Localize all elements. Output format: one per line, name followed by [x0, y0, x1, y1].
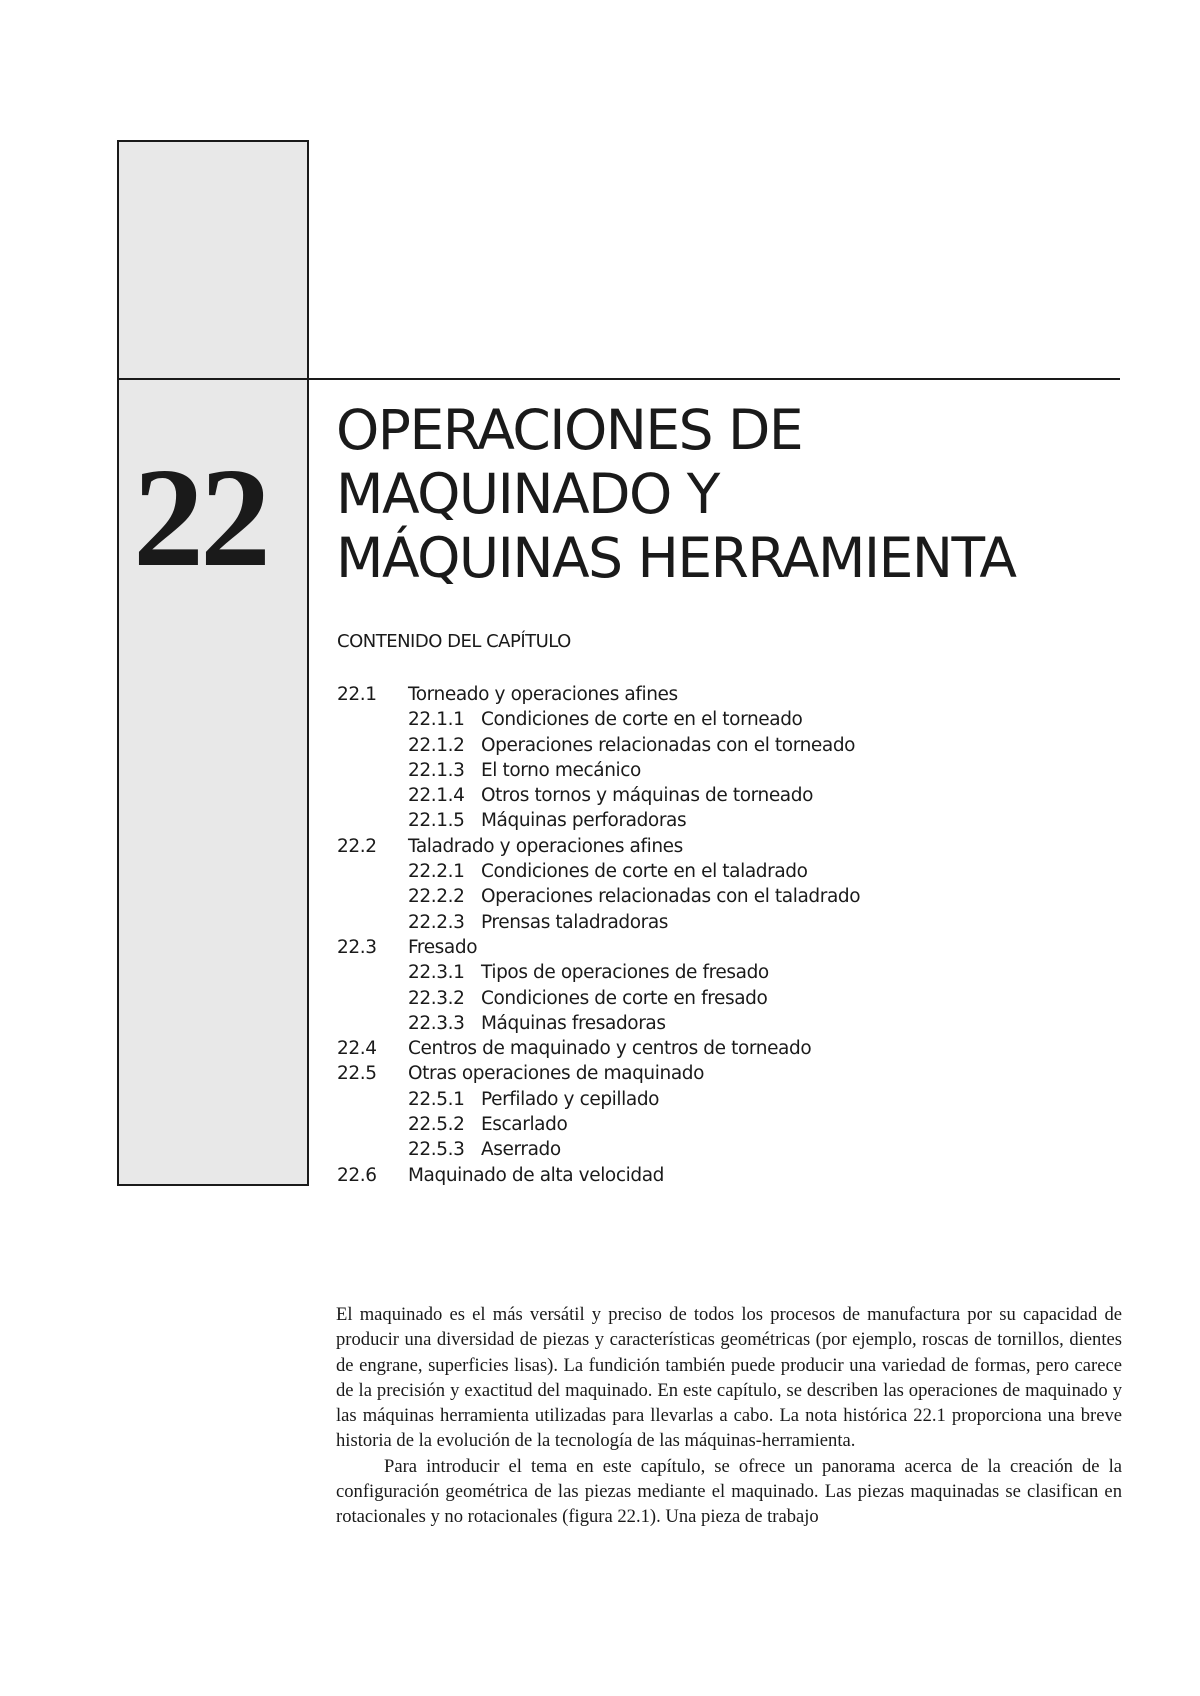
toc-entry-label: Operaciones relacionadas con el torneado — [481, 734, 856, 756]
toc-entry-number: 22.2.2 — [408, 886, 465, 908]
toc-entry-label: Otros tornos y máquinas de torneado — [481, 785, 814, 807]
body-paragraph: Para introducir el tema en este capítulo, se ofrece un panorama acerca de la creación de la configuración geométrica de las piezas mediante el maquinado. Las piezas maquinadas se clasifican en rotacionales y no rotacionales (figura 22.1). Una pieza de trabajo — [336, 1455, 1122, 1528]
toc-entry-number: 22.1.1 — [408, 709, 465, 731]
chapter-title-line: MAQUINADO Y — [336, 462, 719, 526]
toc-entry-number: 22.3.3 — [408, 1012, 465, 1034]
toc-entry-label: Torneado y operaciones afines — [408, 684, 678, 705]
chapter-sidebar-box — [117, 140, 309, 1186]
chapter-title-line: OPERACIONES DE — [336, 398, 803, 462]
toc-entry-number: 22.1.2 — [408, 734, 465, 756]
toc-entry-label: Perfilado y cepillado — [481, 1088, 660, 1110]
body-paragraph: El maquinado es el más versátil y preciso de todos los procesos de manufactura por su capacidad de producir una diversidad de piezas y características geométricas (por ejemplo, roscas de tornillos, dientes de engrane, superficies lisas). La fundición también puede producir una variedad de formas, pero carece de la precisión y exactitud del maquinado. En este capítulo, se describen las operaciones de maquinado y las máquinas herramienta utilizadas para llevarlas a cabo. La nota histórica 22.1 proporciona una breve historia de la evolución de la tecnología de las máquinas-herramienta. — [336, 1304, 1122, 1452]
toc-entry-number: 22.2 — [337, 835, 377, 857]
toc-entry-label: Condiciones de corte en el taladrado — [481, 861, 808, 883]
toc-entry-label: Taladrado y operaciones afines — [408, 835, 683, 857]
contents-heading: CONTENIDO DEL CAPÍTULO — [337, 631, 571, 652]
toc-entry-label: Máquinas fresadoras — [481, 1012, 666, 1034]
toc-entry-number: 22.5.2 — [408, 1114, 465, 1136]
toc-entry-label: Operaciones relacionadas con el taladrado — [481, 886, 861, 908]
toc-entry-number: 22.5.3 — [408, 1139, 465, 1161]
toc-entry-number: 22.1.3 — [408, 759, 465, 781]
toc-entry-label: Fresado — [408, 936, 478, 958]
toc-entry-label: Maquinado de alta velocidad — [408, 1164, 664, 1186]
intro-text — [336, 1302, 1122, 1530]
toc-entry-number: 22.1 — [337, 684, 377, 705]
toc-entry-number: 22.4 — [337, 1038, 377, 1060]
toc-entry-number: 22.2.3 — [408, 911, 465, 933]
toc-entry-number: 22.3 — [337, 936, 377, 958]
toc-entry-label: Otras operaciones de maquinado — [408, 1063, 705, 1085]
toc-entry-number: 22.1.5 — [408, 810, 465, 832]
toc-entry-label: Escarlado — [481, 1114, 568, 1136]
chapter-title-line: MÁQUINAS HERRAMIENTA — [336, 526, 1016, 590]
toc-entry-label: Condiciones de corte en fresado — [481, 987, 768, 1009]
toc-entry-label: Centros de maquinado y centros de torneado — [408, 1038, 812, 1060]
toc-entry-label: Tipos de operaciones de fresado — [481, 962, 769, 984]
toc-entry-label: Aserrado — [481, 1139, 561, 1161]
toc-entry-number: 22.3.2 — [408, 987, 465, 1009]
toc-entry-number: 22.5 — [337, 1063, 377, 1085]
toc-entry-number: 22.1.4 — [408, 785, 465, 807]
chapter-number: 22 — [133, 438, 267, 596]
toc-entry-number: 22.6 — [337, 1164, 377, 1186]
toc-entry-number: 22.5.1 — [408, 1088, 465, 1110]
toc-entry-label: Condiciones de corte en el torneado — [481, 709, 803, 731]
toc-entry-number: 22.3.1 — [408, 962, 465, 984]
chapter-header-rule — [117, 378, 1120, 380]
toc-entry-label: Prensas taladradoras — [481, 911, 669, 933]
toc-entry-number: 22.2.1 — [408, 861, 465, 883]
toc-entry-label: El torno mecánico — [481, 759, 641, 781]
toc-entry-label: Máquinas perforadoras — [481, 810, 687, 832]
chapter-title — [336, 398, 1016, 590]
